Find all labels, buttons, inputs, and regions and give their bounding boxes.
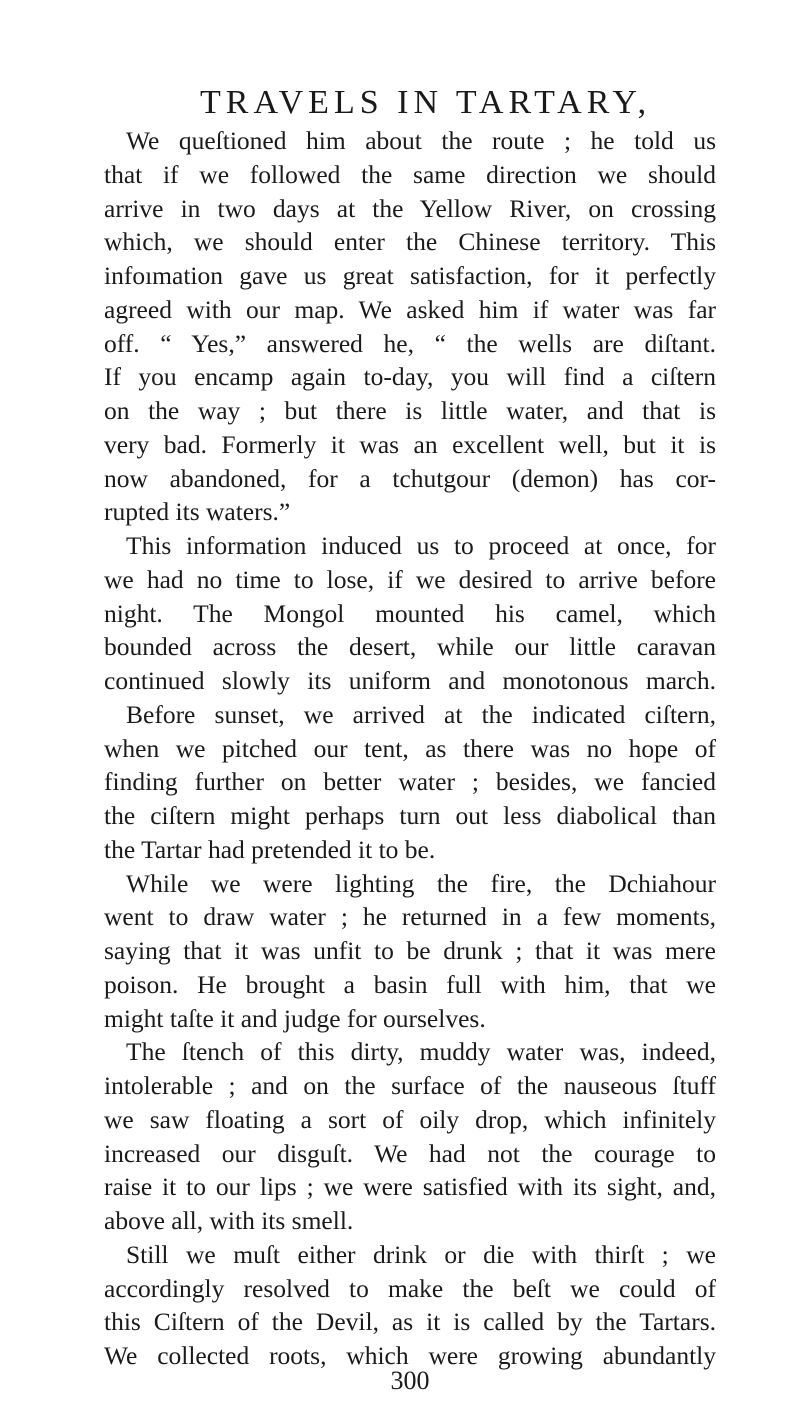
text-line: This information induced us to proceed at once, for — [126, 531, 716, 560]
text-line: we saw floating a sort of oily drop, which infinitely — [104, 1104, 716, 1134]
text-line: now abandoned, for a tchutgour (demon) has cor- — [104, 463, 716, 493]
text-line: on the way ; but there is little water, and that is — [104, 396, 716, 425]
text-line: went to draw water ; he returned in a few moments, — [104, 902, 716, 932]
page-number: 300 — [390, 1366, 430, 1395]
text-line: which, we should enter the Chinese territory. This — [104, 227, 716, 257]
text-line: Before sunset, we arrived at the indicated ciſtern, — [126, 699, 716, 729]
text-line: The ſtench of this dirty, muddy water was, indeed, — [126, 1037, 716, 1067]
text-line: might taſte it and judge for ourselves. — [104, 1003, 486, 1033]
text-line: If you encamp again to-day, you will find a ciſtern — [104, 362, 716, 392]
text-line: arrive in two days at the Yellow River, on crossing — [104, 193, 716, 223]
text-line: night. The Mongol mounted his camel, which — [104, 598, 716, 628]
text-line: accordingly resolved to make the beſt we could of — [104, 1273, 716, 1303]
text-line: finding further on better water ; besides, we fancied — [104, 767, 716, 797]
text-line: when we pitched our tent, as there was no hope of — [104, 733, 716, 763]
text-line: we had no time to lose, if we desired to arrive before — [104, 564, 716, 594]
text-line: We collected roots, which were growing abundantly — [104, 1341, 716, 1370]
text-line: raise it to our lips ; we were satisfied with its sight, and, — [104, 1172, 716, 1202]
text-line: We queſtioned him about the route ; he told us — [126, 126, 716, 155]
text-line: saying that it was unfit to be drunk ; that it was mere — [104, 936, 716, 965]
text-line: Still we muſt either drink or die with thirſt ; we — [126, 1239, 716, 1269]
text-line: that if we followed the same direction we should — [104, 159, 716, 189]
text-line: increased our disguſt. We had not the courage to — [104, 1138, 716, 1168]
text-line: this Ciſtern of the Devil, as it is called by the Tartars. — [104, 1307, 716, 1337]
text-line: the Tartar had pretended it to be. — [104, 834, 436, 864]
text-line: the ciſtern might perhaps turn out less diabolical than — [104, 801, 716, 830]
text-line: bounded across the desert, while our little caravan — [104, 632, 716, 662]
text-line: rupted its waters.” — [104, 497, 291, 527]
text-line: infoımation gave us great satisfaction, for it perfectly — [104, 261, 716, 290]
text-line: agreed with our map. We asked him if water was far — [104, 294, 716, 324]
running-head: TRAVELS IN TARTARY, — [200, 84, 652, 121]
text-line: off. “ Yes,” answered he, “ the wells are diſtant. — [104, 328, 716, 358]
text-line: intolerable ; and on the surface of the nauseous ſtuff — [104, 1071, 716, 1100]
text-line: poison. He brought a basin full with him, that we — [104, 969, 716, 999]
text-line: continued slowly its uniform and monotonous march. — [104, 666, 716, 695]
text-line: While we were lighting the fire, the Dchiahour — [126, 868, 716, 898]
text-line: very bad. Formerly it was an excellent well, but it is — [104, 429, 716, 459]
text-line: above all, with its smell. — [104, 1206, 354, 1235]
body-text — [104, 124, 716, 1373]
